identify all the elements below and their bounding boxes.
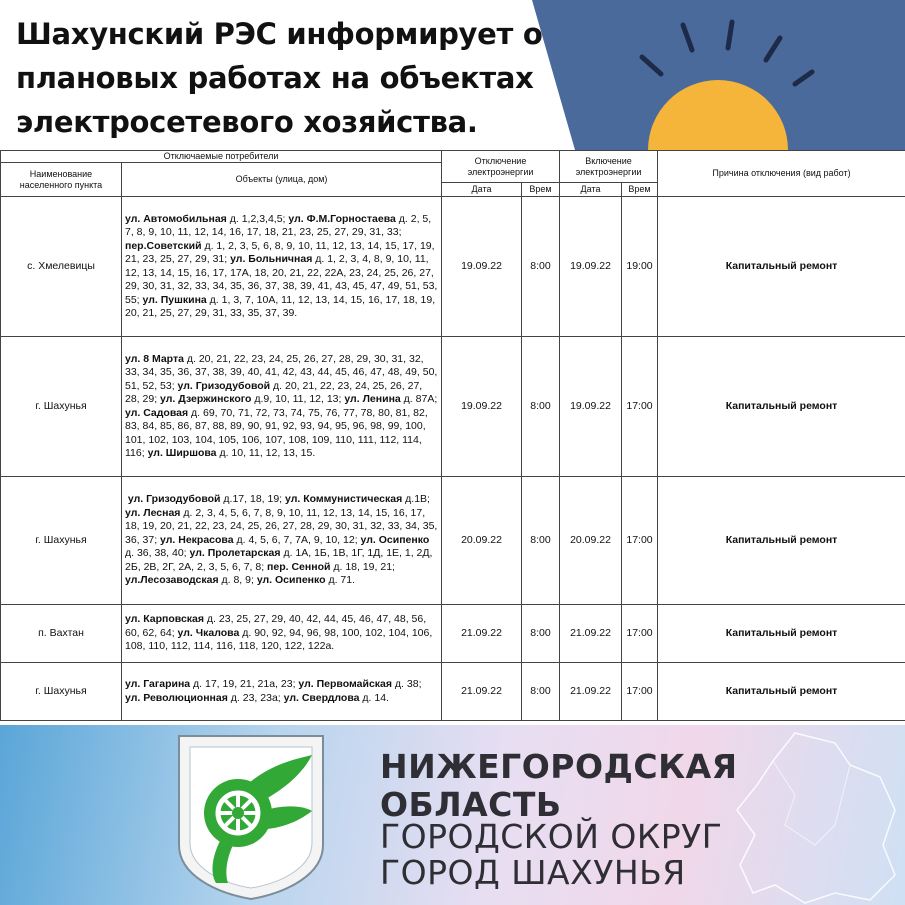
on-time-cell: 17:00 bbox=[622, 337, 658, 477]
table-row bbox=[1, 477, 905, 605]
on-date-cell: 21.09.22 bbox=[560, 663, 622, 721]
on-date-cell: 20.09.22 bbox=[560, 477, 622, 605]
on-time-cell: 17:00 bbox=[622, 477, 658, 605]
off-date-cell: 21.09.22 bbox=[442, 605, 522, 663]
header-off-date: Дата bbox=[442, 183, 522, 197]
reason-cell: Капитальный ремонт bbox=[658, 197, 905, 337]
header-power-off: Отключение электроэнергии bbox=[442, 151, 560, 183]
table-row bbox=[1, 337, 905, 477]
footer-region-line1: НИЖЕГОРОДСКАЯ bbox=[380, 747, 738, 786]
off-time-cell: 8:00 bbox=[522, 477, 560, 605]
place-cell: г. Шахунья bbox=[1, 477, 122, 605]
reason-cell: Капитальный ремонт bbox=[658, 663, 905, 721]
table-row bbox=[1, 663, 905, 721]
off-date-cell: 20.09.22 bbox=[442, 477, 522, 605]
header-off-time: Врем bbox=[522, 183, 560, 197]
title-line-2: плановых работах на объектах bbox=[16, 61, 534, 95]
on-date-cell: 19.09.22 bbox=[560, 337, 622, 477]
title-line-1: Шахунский РЭС информирует о bbox=[16, 17, 543, 51]
off-time-cell: 8:00 bbox=[522, 337, 560, 477]
table-row bbox=[1, 197, 905, 337]
footer-banner bbox=[0, 725, 905, 905]
title-line-3: электросетевого хозяйства. bbox=[16, 105, 478, 139]
reason-cell: Капитальный ремонт bbox=[658, 605, 905, 663]
off-time-cell: 8:00 bbox=[522, 663, 560, 721]
objects-cell: ул. Карповская д. 23, 25, 27, 29, 40, 42, 44, 45, 46, 47, 48, 56, 60, 62, 64; ул. Чкалова д. 90, 92, 94, 96, 98, 100, 102, 104, 106, 108, 110, 112, 114, 116, 118, 120, 122, 122а. bbox=[122, 605, 442, 663]
on-date-cell: 21.09.22 bbox=[560, 605, 622, 663]
place-cell: п. Вахтан bbox=[1, 605, 122, 663]
off-time-cell: 8:00 bbox=[522, 605, 560, 663]
header-on-time: Врем bbox=[622, 183, 658, 197]
off-date-cell: 21.09.22 bbox=[442, 663, 522, 721]
header-consumers: Отключаемые потребители bbox=[1, 151, 442, 163]
place-cell: г. Шахунья bbox=[1, 337, 122, 477]
reason-cell: Капитальный ремонт bbox=[658, 477, 905, 605]
off-time-cell: 8:00 bbox=[522, 197, 560, 337]
footer-district-line1: ГОРОДСКОЙ ОКРУГ bbox=[380, 817, 723, 856]
on-date-cell: 19.09.22 bbox=[560, 197, 622, 337]
off-date-cell: 19.09.22 bbox=[442, 337, 522, 477]
objects-cell: ул. Гризодубовой д.17, 18, 19; ул. Коммунистическая д.1В; ул. Лесная д. 2, 3, 4, 5, 6, 7, 8, 9, 10, 11, 12, 13, 14, 15, 16, 17, 18, 19, 20, 21, 22, 23, 24, 25, 26, 27, 28, 29, 30, 31, 32, 33, 34, 35, 36, 37; ул. Некрасова д. 4, 5, 6, 7, 7А, 9, 10, 12; ул. Осипенко д. 36, 38, 40; ул. Пролетарская д. 1А, 1Б, 1В, 1Г, 1Д, 1Е, 1, 2Д, 2Б, 2В, 2Г, 2А, 2, 3, 5, 6, 7, 8; пер. Сенной д. 18, 19, 21; ул.Лесозаводская д. 8, 9; ул. Осипенко д. 71. bbox=[122, 477, 442, 605]
header-banner bbox=[0, 0, 905, 150]
table-row bbox=[1, 605, 905, 663]
objects-cell: ул. Автомобильная д. 1,2,3,4,5; ул. Ф.М.Горностаева д. 2, 5, 7, 8, 9, 10, 11, 12, 14, 16, 17, 18, 21, 23, 25, 27, 29, 31, 33; пер.Советский д. 1, 2, 3, 5, 6, 8, 9, 10, 11, 12, 13, 14, 15, 17, 19, 21, 23, 25, 27, 29, 31; ул. Больничная д. 1, 2, 3, 4, 8, 9, 10, 11, 12, 13, 14, 15, 16, 17, 17А, 18, 20, 21, 22, 22А, 23, 24, 25, 26, 27, 29, 30, 31, 32, 33, 34, 35, 36, 37, 38, 39, 41, 43, 45, 47, 49, 51, 53, 55; ул. Пушкина д. 1, 3, 7, 10А, 11, 12, 13, 14, 15, 16, 17, 18, 19, 20, 21, 25, 27, 29, 31, 33, 35, 37, 39. bbox=[122, 197, 442, 337]
reason-cell: Капитальный ремонт bbox=[658, 337, 905, 477]
on-time-cell: 17:00 bbox=[622, 605, 658, 663]
place-cell: с. Хмелевицы bbox=[1, 197, 122, 337]
on-time-cell: 19:00 bbox=[622, 197, 658, 337]
footer-region-line2: ОБЛАСТЬ bbox=[380, 785, 562, 824]
off-date-cell: 19.09.22 bbox=[442, 197, 522, 337]
outage-schedule-table bbox=[0, 150, 905, 721]
header-reason: Причина отключения (вид работ) bbox=[658, 151, 905, 197]
header-place: Наименование населенного пункта bbox=[1, 163, 122, 197]
header-on-date: Дата bbox=[560, 183, 622, 197]
on-time-cell: 17:00 bbox=[622, 663, 658, 721]
header-objects: Объекты (улица, дом) bbox=[122, 163, 442, 197]
page-title bbox=[16, 12, 576, 144]
header-power-on: Включение электроэнергии bbox=[560, 151, 658, 183]
footer-district-line2: ГОРОД ШАХУНЬЯ bbox=[380, 853, 686, 892]
objects-cell: ул. Гагарина д. 17, 19, 21, 21а, 23; ул. Первомайская д. 38; ул. Революционная д. 23, 23а; ул. Свердлова д. 14. bbox=[122, 663, 442, 721]
coat-of-arms-logo bbox=[176, 733, 326, 901]
place-cell: г. Шахунья bbox=[1, 663, 122, 721]
objects-cell: ул. 8 Марта д. 20, 21, 22, 23, 24, 25, 26, 27, 28, 29, 30, 31, 32, 33, 34, 35, 36, 37, 38, 39, 40, 41, 42, 43, 44, 45, 46, 47, 48, 49, 50, 51, 52, 53; ул. Гризодубовой д. 20, 21, 22, 23, 24, 25, 26, 27, 28, 29; ул. Дзержинского д.9, 10, 11, 12, 13; ул. Ленина д. 87А; ул. Садовая д. 69, 70, 71, 72, 73, 74, 75, 76, 77, 78, 80, 81, 82, 83, 84, 85, 86, 87, 88, 89, 90, 91, 92, 93, 94, 95, 96, 98, 99, 100, 101, 102, 103, 104, 105, 106, 107, 108, 109, 110, 111, 112, 114, 116; ул. Ширшова д. 10, 11, 12, 13, 15. bbox=[122, 337, 442, 477]
